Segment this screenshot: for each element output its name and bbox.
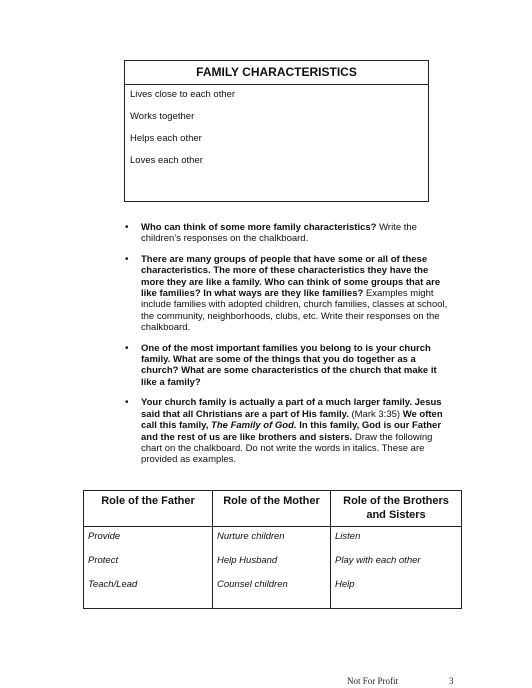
discussion-bullet-list <box>122 222 452 475</box>
table-cell: Teach/Lead <box>84 578 213 609</box>
column-header-siblings: Role of the Brothers and Sisters <box>331 491 462 527</box>
bullet-text <box>141 397 452 465</box>
table-row <box>84 578 462 609</box>
footer-text: Not For Profit <box>347 676 399 686</box>
bullet-item <box>122 343 452 389</box>
bullet-icon: • <box>125 342 129 354</box>
characteristic-item: Helps each other <box>130 133 202 144</box>
family-characteristics-box <box>124 60 429 202</box>
table-row <box>84 554 462 578</box>
bullet-bold-text: Your church family is actually a part of a much larger family. Jesus said that all Christians are a part of His family. <box>141 397 442 420</box>
bullet-item <box>122 222 452 245</box>
bullet-text <box>141 254 452 334</box>
table-cell: Protect <box>84 554 213 578</box>
bullet-plain-text: Draw the following chart on the chalkboard. Do not write the words in italics. These are provided as examples. <box>141 431 433 466</box>
bullet-icon: • <box>125 253 129 265</box>
bullet-item <box>122 397 452 465</box>
page-footer <box>347 676 457 686</box>
table-cell: Nurture children <box>213 527 331 555</box>
bullet-plain-text: (Mark 3:35) <box>348 408 403 420</box>
roles-table <box>83 490 462 609</box>
bullet-icon: • <box>125 397 129 409</box>
bullet-plain-text: Write the children’s responses on the chalkboard. <box>141 222 417 245</box>
characteristic-item: Loves each other <box>130 155 203 166</box>
table-header-row <box>84 491 462 527</box>
bullet-bold-text: There are many groups of people that have some or all of these characteristics. The more of these characteristics they have the more they are like a family. Who can think of some groups that are like families? In what ways are they like families? <box>141 253 441 300</box>
family-characteristics-list <box>125 85 428 166</box>
characteristic-item: Lives close to each other <box>130 89 236 100</box>
table-cell: Help <box>331 578 462 609</box>
table-row <box>84 527 462 555</box>
bullet-bold-italic-text: The Family of God. <box>211 420 297 432</box>
page-number: 3 <box>449 676 454 686</box>
bullet-text <box>141 343 452 389</box>
bullet-item <box>122 254 452 334</box>
table-cell: Listen <box>331 527 462 555</box>
bullet-bold-text: One of the most important families you belong to is your church family. What are some of the things that you do together as a church? What are some characteristics of the church that make it like a family? <box>141 342 437 388</box>
table-cell: Provide <box>84 527 213 555</box>
table-cell: Help Husband <box>213 554 331 578</box>
bullet-bold-text: We often call this family, <box>141 408 443 432</box>
table-cell: Play with each other <box>331 554 462 578</box>
family-characteristics-title: FAMILY CHARACTERISTICS <box>125 61 428 85</box>
column-header-father: Role of the Father <box>84 491 213 527</box>
bullet-text <box>141 222 452 245</box>
bullet-bold-text: Who can think of some more family characteristics? <box>141 222 377 233</box>
bullet-plain-text: Examples might include families with adopted children, church families, classes at school, the community, neighborhoods, clubs, etc. Write their responses on the chalkboard. <box>141 288 448 334</box>
table-cell: Counsel children <box>213 578 331 609</box>
bullet-icon: • <box>125 222 129 233</box>
column-header-mother: Role of the Mother <box>213 491 331 527</box>
bullet-bold-text: In this family, God is our Father and the rest of us are like brothers and sisters. <box>141 420 442 443</box>
characteristic-item: Works together <box>130 111 195 122</box>
